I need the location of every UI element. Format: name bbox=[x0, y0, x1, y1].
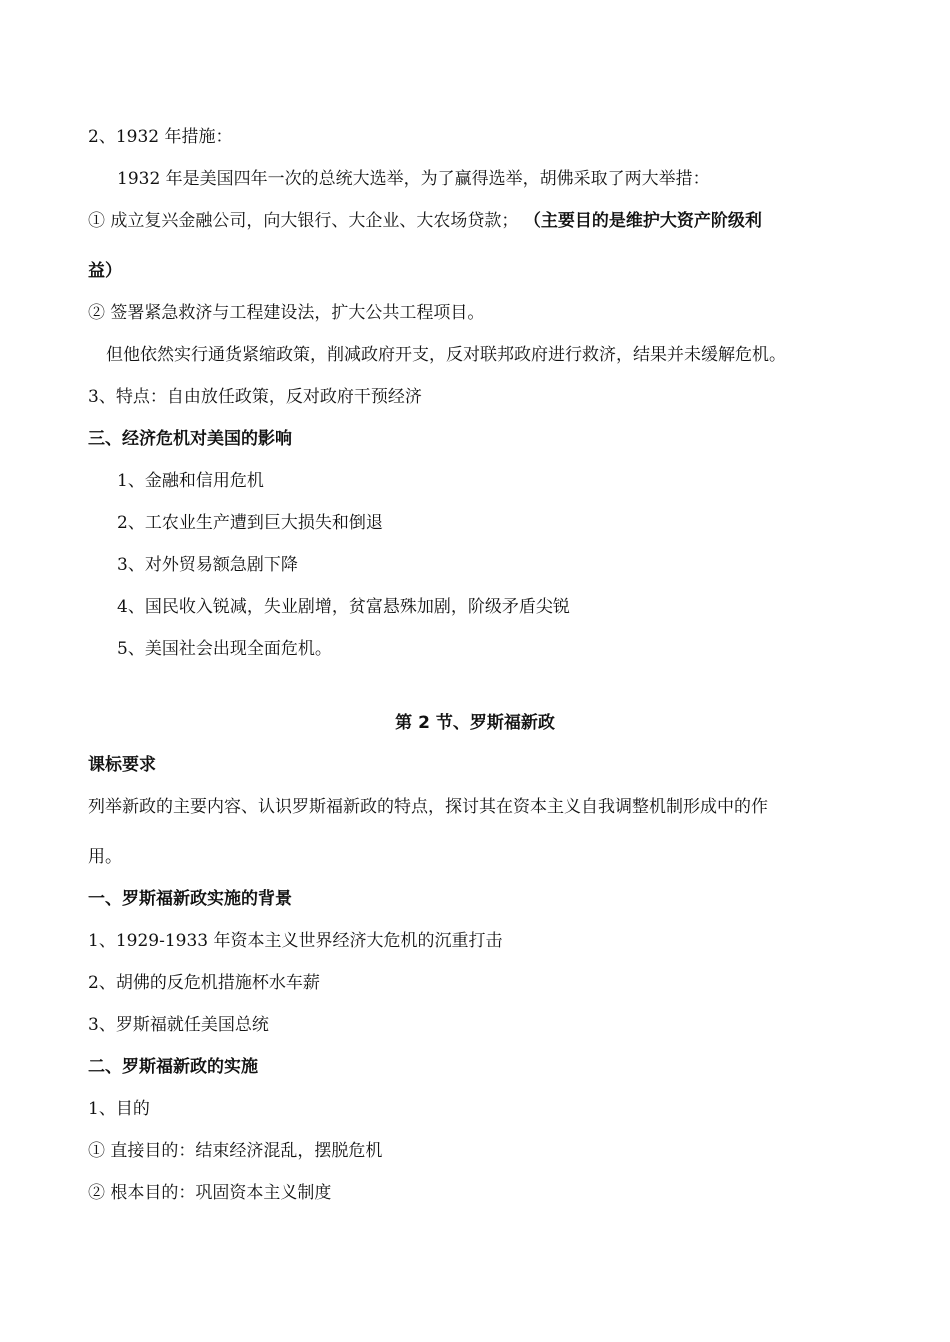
requirements-heading: 课标要求 bbox=[88, 755, 156, 775]
background-item: 3、罗斯福就任美国总统 bbox=[88, 1015, 269, 1035]
result-paragraph: 但他依然实行通货紧缩政策，削减政府开支，反对联邦政府进行救济，结果并未缓解危机。 bbox=[106, 345, 786, 365]
measure-1-text: ① 成立复兴金融公司，向大银行、大企业、大农场贷款； bbox=[88, 211, 519, 231]
measure-1 bbox=[88, 209, 762, 233]
background-item: 1、1929-1933 年资本主义世界经济大危机的沉重打击 bbox=[88, 931, 503, 951]
requirements-text-cont: 用。 bbox=[88, 847, 122, 867]
fundamental-purpose: ② 根本目的：巩固资本主义制度 bbox=[88, 1183, 332, 1203]
implementation-heading: 二、罗斯福新政的实施 bbox=[88, 1057, 258, 1077]
impact-item: 3、对外贸易额急剧下降 bbox=[117, 555, 298, 575]
impact-item: 2、工农业生产遭到巨大损失和倒退 bbox=[117, 513, 383, 533]
chapter-title: 第 2 节、罗斯福新政 bbox=[395, 713, 555, 733]
intro-paragraph: 1932 年是美国四年一次的总统大选举，为了赢得选举，胡佛采取了两大举措： bbox=[117, 169, 710, 189]
background-heading: 一、罗斯福新政实施的背景 bbox=[88, 889, 292, 909]
measure-2: ② 签署紧急救济与工程建设法，扩大公共工程项目。 bbox=[88, 303, 485, 323]
measure-1-note-cont: 益） bbox=[88, 261, 122, 281]
requirements-text: 列举新政的主要内容、认识罗斯福新政的特点，探讨其在资本主义自我调整机制形成中的作 bbox=[88, 797, 768, 817]
impact-item: 1、金融和信用危机 bbox=[117, 471, 264, 491]
section-3-heading: 三、经济危机对美国的影响 bbox=[88, 429, 292, 449]
impact-item: 5、美国社会出现全面危机。 bbox=[117, 639, 332, 659]
item-3-feature: 3、特点：自由放任政策，反对政府干预经济 bbox=[88, 387, 422, 407]
item-2-title: 2、1932 年措施： bbox=[88, 127, 233, 147]
measure-1-note: （主要目的是维护大资产阶级利 bbox=[532, 211, 762, 231]
impact-item: 4、国民收入锐减，失业剧增，贫富悬殊加剧，阶级矛盾尖锐 bbox=[117, 597, 570, 617]
direct-purpose: ① 直接目的：结束经济混乱，摆脱危机 bbox=[88, 1141, 383, 1161]
purpose-item: 1、目的 bbox=[88, 1099, 150, 1119]
background-item: 2、胡佛的反危机措施杯水车薪 bbox=[88, 973, 320, 993]
